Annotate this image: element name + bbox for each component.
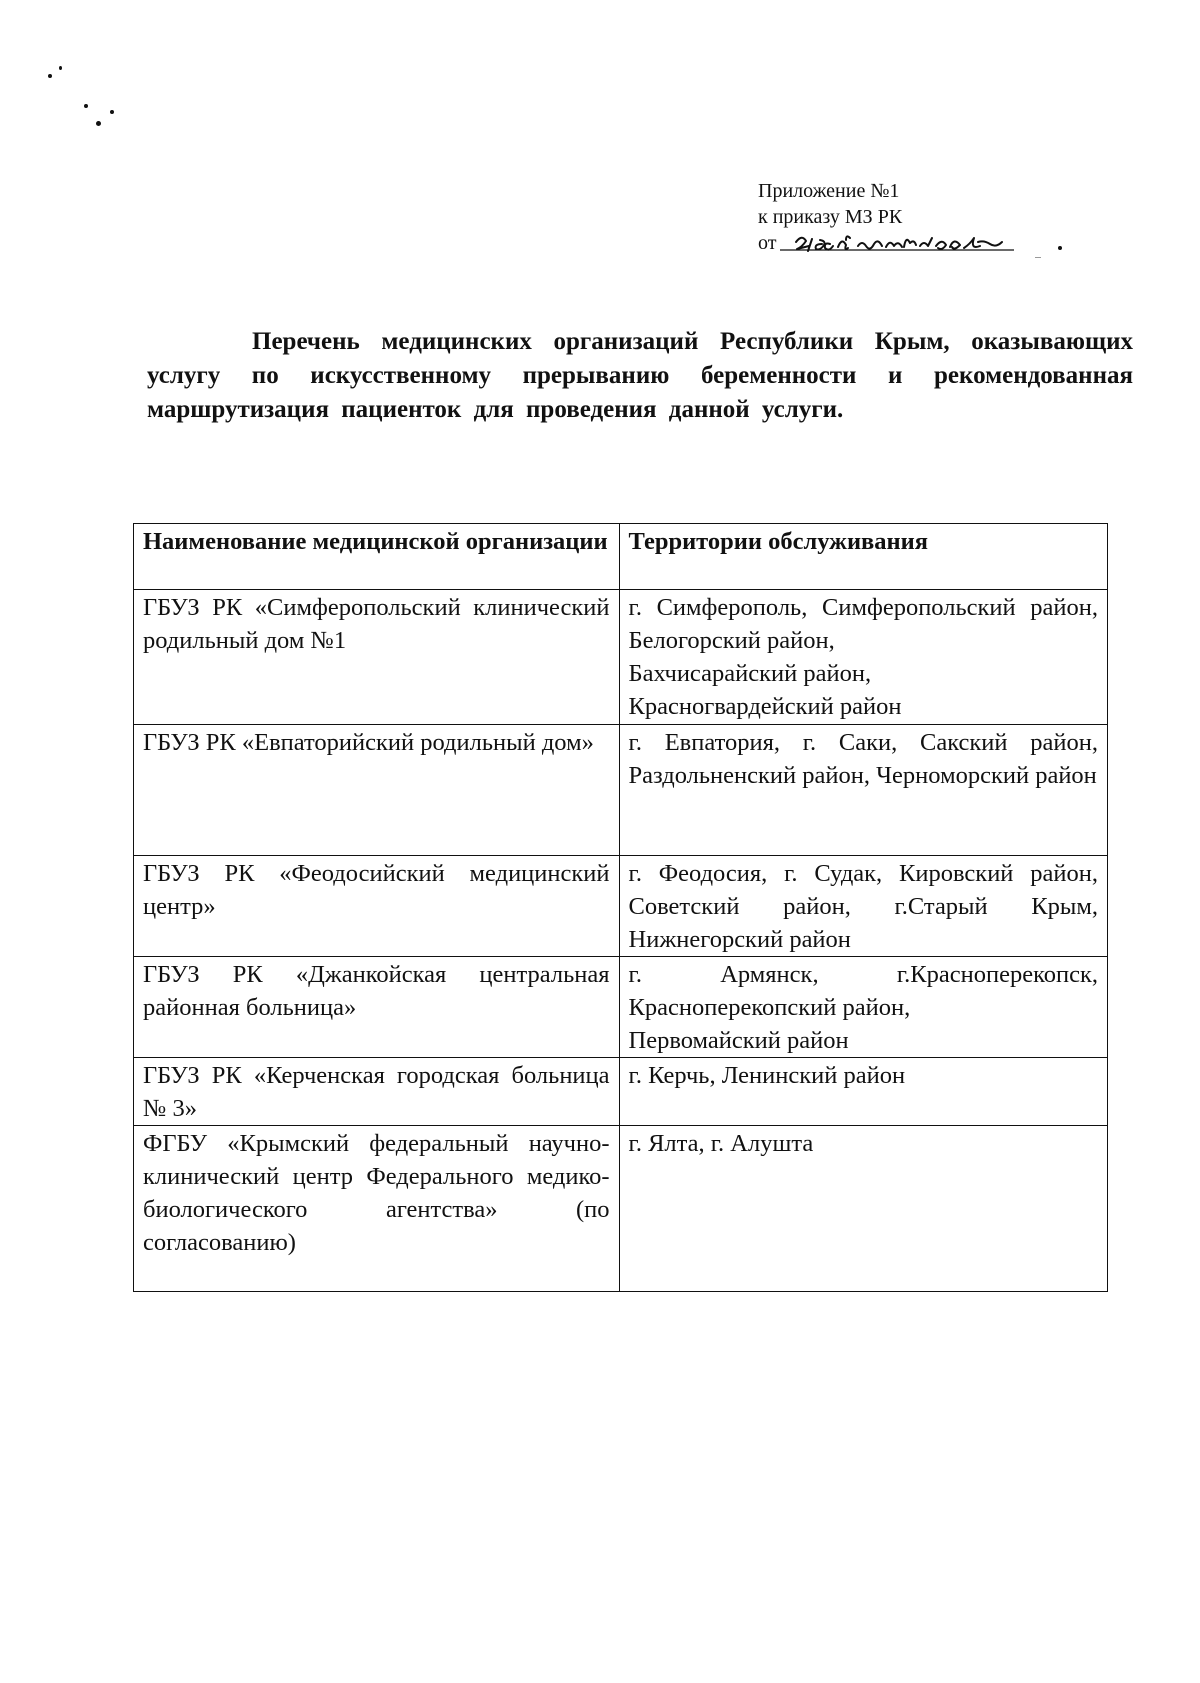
scan-speck bbox=[96, 121, 101, 126]
territory-line: Бахчисарайский район, bbox=[628, 660, 872, 687]
organization-cell: ГБУЗ РК «Джанкойская центральная районная больница» bbox=[134, 957, 620, 1058]
scan-speck bbox=[59, 66, 62, 70]
table-row bbox=[134, 1058, 1108, 1126]
organization-cell: ГБУЗ РК «Евпаторийский родильный дом» bbox=[134, 725, 620, 856]
table-row bbox=[134, 590, 1108, 725]
annex-date-prefix: от bbox=[758, 232, 777, 254]
territory-cell bbox=[619, 957, 1107, 1058]
organization-cell: ГБУЗ РК «Феодосийский медицинский центр» bbox=[134, 856, 620, 957]
territory-line: г. Симферополь, Симферопольский район, Белогорский район, bbox=[628, 594, 1098, 654]
table-row bbox=[134, 856, 1108, 957]
table-header-row bbox=[134, 524, 1108, 590]
routing-table bbox=[133, 523, 1108, 1292]
scan-speck bbox=[110, 110, 114, 114]
organization-cell: ФГБУ «Крымский федеральный научно-клинический центр Федерального медико-биологического агентства» (по согласованию) bbox=[134, 1126, 620, 1292]
territory-line: г. Феодосия, г. Судак, Кировский район, Советский район, г.Старый Крым, Нижнегорский район bbox=[628, 860, 1098, 953]
territory-line: Красногвардейский район bbox=[628, 693, 902, 720]
handwritten-date-signature bbox=[778, 230, 1018, 256]
territory-line: г. Ялта, г. Алушта bbox=[628, 1130, 814, 1157]
territory-cell bbox=[619, 1126, 1107, 1292]
scan-speck bbox=[1035, 257, 1041, 258]
header-territory: Территории обслуживания bbox=[619, 524, 1107, 590]
scan-speck bbox=[48, 74, 52, 78]
table-row bbox=[134, 1126, 1108, 1292]
territory-line: г. Армянск, г.Красноперекопск, Красноперекопский район, bbox=[628, 961, 1098, 1021]
territory-cell bbox=[619, 725, 1107, 856]
territory-line: г. Евпатория, г. Саки, Сакский район, Раздольненский район, Черноморский район bbox=[628, 729, 1098, 789]
territory-cell bbox=[619, 856, 1107, 957]
table-row bbox=[134, 957, 1108, 1058]
organization-cell: ГБУЗ РК «Симферопольский клинический родильный дом №1 bbox=[134, 590, 620, 725]
header-organization: Наименование медицинской организации bbox=[134, 524, 620, 590]
annex-order-ref: к приказу МЗ РК bbox=[758, 206, 903, 228]
table-row bbox=[134, 725, 1108, 856]
territory-line: г. Керчь, Ленинский район bbox=[628, 1062, 906, 1089]
territory-cell bbox=[619, 1058, 1107, 1126]
scan-speck bbox=[84, 104, 88, 108]
annex-block bbox=[758, 178, 1018, 256]
annex-number: Приложение №1 bbox=[758, 180, 900, 202]
annex-date-line bbox=[758, 230, 1018, 256]
document-title: Перечень медицинских организаций Республики Крым, оказывающих услугу по искусственному прерыванию беременности и рекомендованная маршрутизация пациенток для проведения данной услуги. bbox=[147, 328, 1133, 423]
organization-cell: ГБУЗ РК «Керченская городская больница № 3» bbox=[134, 1058, 620, 1126]
territory-cell bbox=[619, 590, 1107, 725]
territory-line: Первомайский район bbox=[628, 1027, 849, 1054]
scan-speck bbox=[1058, 246, 1062, 250]
